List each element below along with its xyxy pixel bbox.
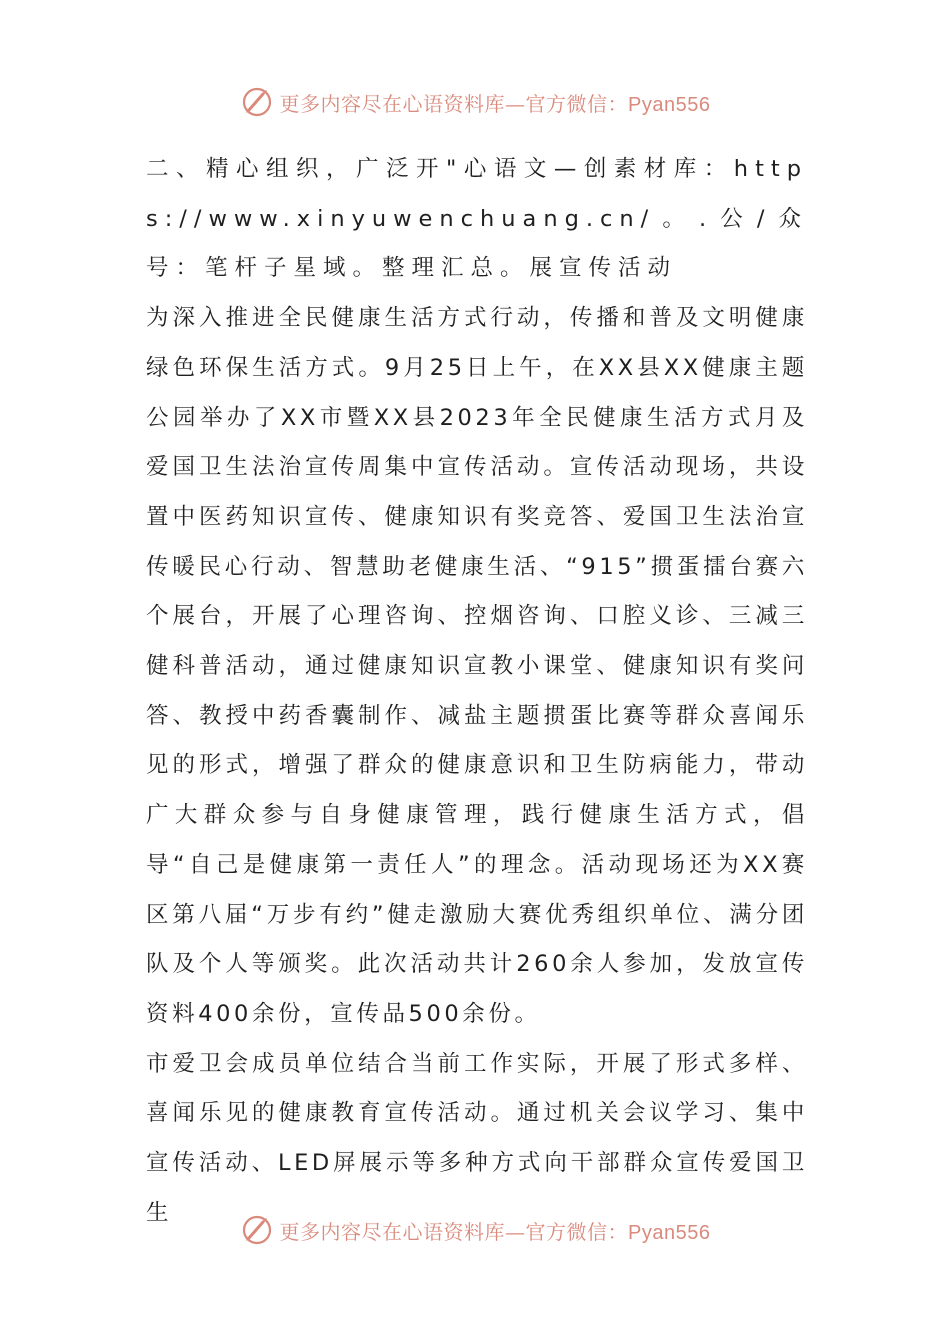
header-watermark-banner	[0, 80, 950, 124]
banner-label: 更多内容尽在心语资料库—官方微信：	[279, 91, 629, 116]
pen-circle-logo-icon	[240, 85, 274, 119]
banner-wechat-id: Pyan556	[628, 93, 711, 116]
paragraph-activity-report: 为深入推进全民健康生活方式行动，传播和普及文明健康绿色环保生活方式。9月25日上午，在XX县XX健康主题公园举办了XX市暨XX县2023年全民健康生活方式月及爱国卫生法治宣传周集中宣传活动。宣传活动现场，共设置中医药知识宣传、健康知识有奖竞答、爱国卫生法治宣传暖民心行动、智慧助老健康生活、“915”掼蛋擂台赛六个展台，开展了心理咨询、控烟咨询、口腔义诊、三减三健科普活动，通过健康知识宣教小课堂、健康知识有奖问答、教授中药香囊制作、减盐主题掼蛋比赛等群众喜闻乐见的形式，增强了群众的健康意识和卫生防病能力，带动广大群众参与自身健康管理，践行健康生活方式，倡导“自己是健康第一责任人”的理念。活动现场还为XX赛区第八届“万步有约”健走激励大赛优秀组织单位、满分团队及个人等颁奖。此次活动共计260余人参加，发放宣传资料400余份，宣传品500余份。	[146, 305, 808, 1027]
banner-wechat-id: Pyan556	[628, 1221, 711, 1244]
banner-text	[280, 88, 711, 117]
pen-circle-logo-icon	[240, 1213, 274, 1247]
document-body	[146, 145, 808, 1238]
banner-label: 更多内容尽在心语资料库—官方微信：	[279, 1219, 629, 1244]
paragraph-member-units: 市爱卫会成员单位结合当前工作实际，开展了形式多样、喜闻乐见的健康教育宣传活动。通过机关会议学习、集中宣传活动、LED屏展示等多种方式向干部群众宣传爱国卫生	[146, 1050, 808, 1226]
footer-watermark-banner	[0, 1208, 950, 1252]
banner-text	[280, 1216, 711, 1245]
section-heading: 二、精心组织，广泛开"心语文—创素材库：https://www.xinyuwenchuang.cn/。.公/众号：笔杆子星域。整理汇总。展宣传活动	[146, 156, 808, 282]
